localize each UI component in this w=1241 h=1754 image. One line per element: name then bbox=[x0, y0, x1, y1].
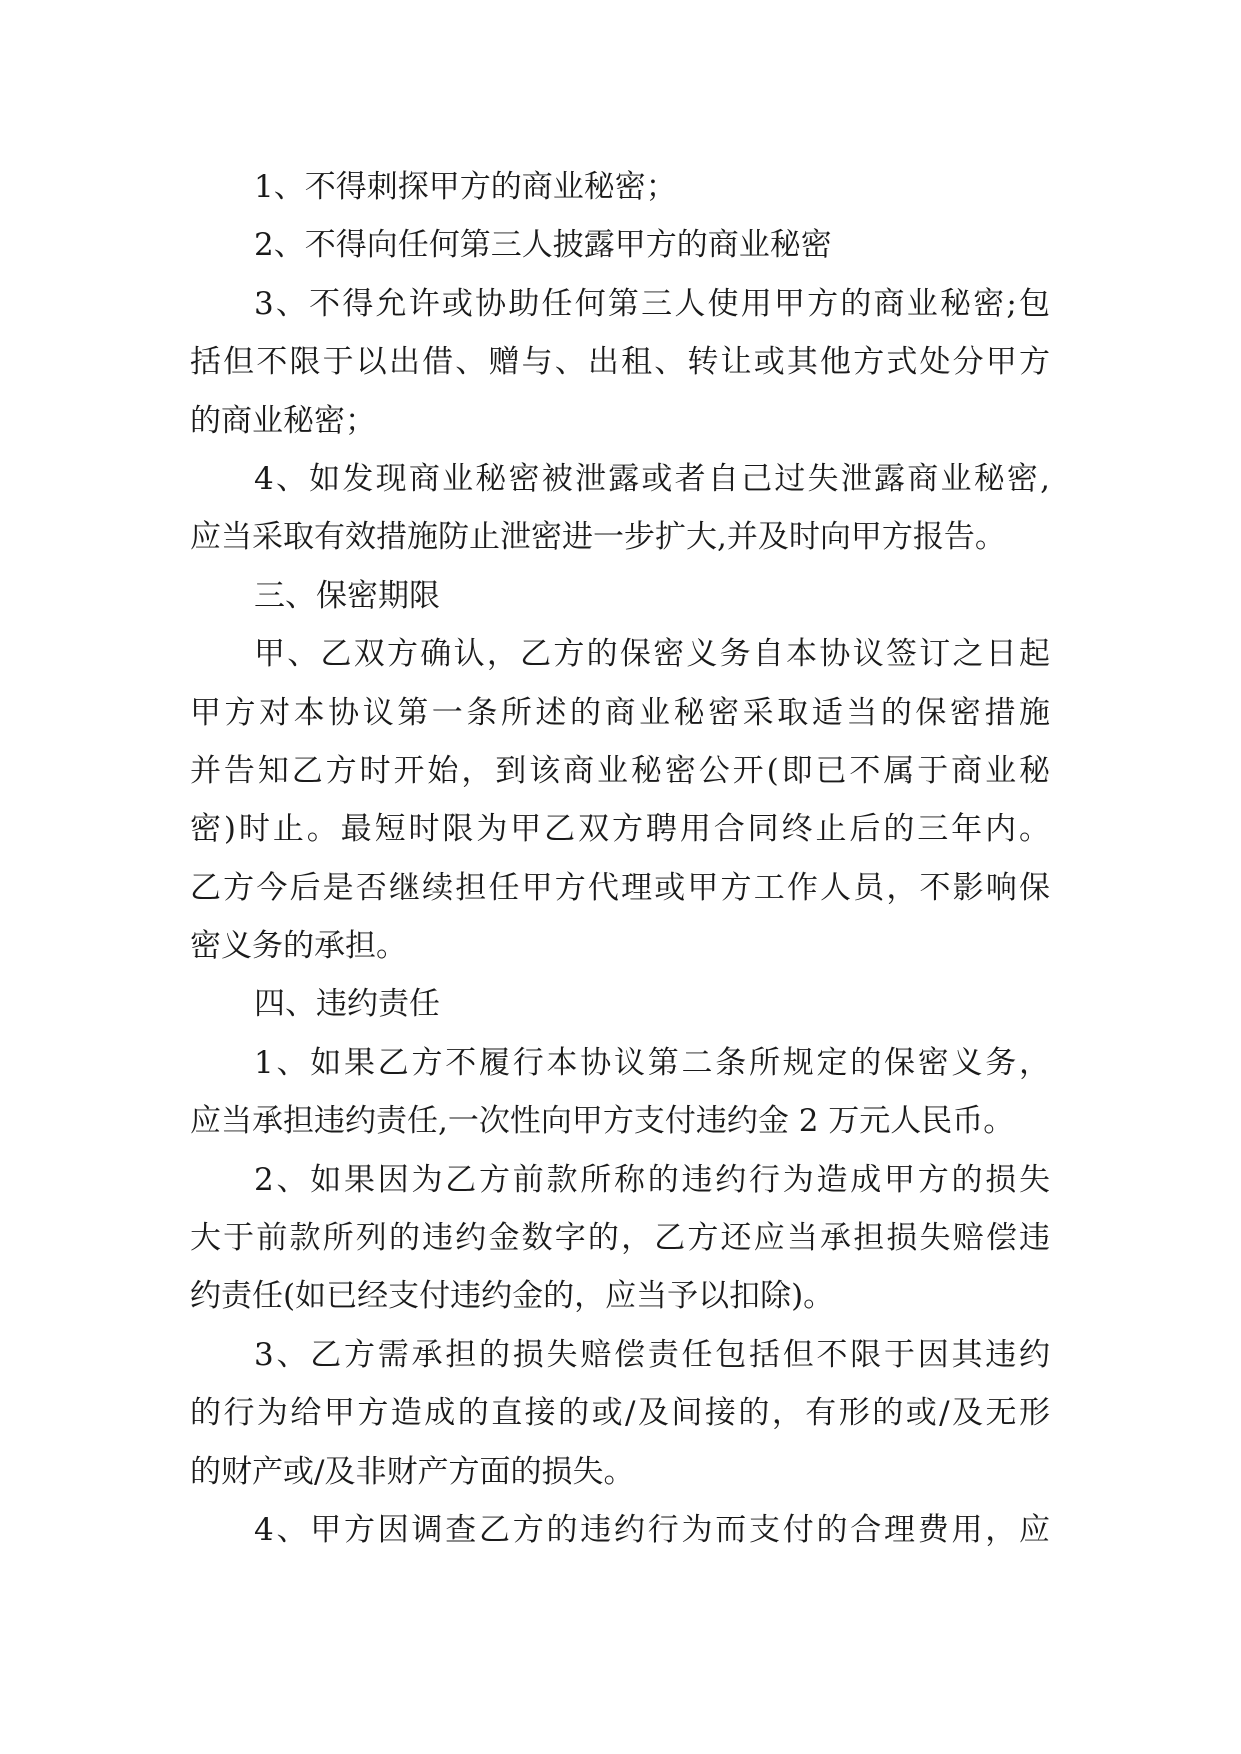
paragraph-line: 乙方今后是否继续担任甲方代理或甲方工作人员，不影响保 bbox=[190, 869, 1050, 906]
paragraph-line: 1、如果乙方不履行本协议第二条所规定的保密义务， bbox=[254, 1044, 1050, 1081]
paragraph-line: 甲、乙双方确认，乙方的保密义务自本协议签订之日起 bbox=[254, 636, 1050, 673]
paragraph-line: 的财产或/及非财产方面的损失。 bbox=[190, 1453, 635, 1490]
paragraph-line: 4、甲方因调查乙方的违约行为而支付的合理费用，应 bbox=[254, 1511, 1050, 1548]
paragraph-line: 括但不限于以出借、赠与、出租、转让或其他方式处分甲方 bbox=[190, 344, 1050, 381]
paragraph-line: 1、不得刺探甲方的商业秘密； bbox=[254, 169, 677, 205]
paragraph-line: 甲方对本协议第一条所述的商业秘密采取适当的保密措施 bbox=[190, 694, 1050, 731]
paragraph-line: 应当承担违约责任,一次性向甲方支付违约金 2 万元人民币。 bbox=[190, 1103, 1015, 1140]
paragraph-line: 2、如果因为乙方前款所称的违约行为造成甲方的损失 bbox=[254, 1161, 1050, 1198]
document-body bbox=[190, 158, 1050, 1559]
section-heading: 四、违约责任 bbox=[254, 986, 440, 1023]
paragraph-line: 约责任(如已经支付违约金的，应当予以扣除)。 bbox=[190, 1278, 835, 1315]
paragraph-line: 的行为给甲方造成的直接的或/及间接的，有形的或/及无形 bbox=[190, 1395, 1050, 1432]
paragraph-line: 2、不得向任何第三人披露甲方的商业秘密 bbox=[254, 227, 832, 264]
paragraph-line: 3、不得允许或协助任何第三人使用甲方的商业秘密;包 bbox=[254, 285, 1050, 322]
paragraph-line: 并告知乙方时开始，到该商业秘密公开(即已不属于商业秘 bbox=[190, 752, 1050, 789]
section-heading: 三、保密期限 bbox=[254, 577, 440, 614]
paragraph-line: 的商业秘密； bbox=[190, 402, 376, 439]
paragraph-line: 密义务的承担。 bbox=[190, 928, 407, 965]
paragraph-line: 密)时止。最短时限为甲乙双方聘用合同终止后的三年内。 bbox=[190, 811, 1050, 848]
paragraph-line: 大于前款所列的违约金数字的，乙方还应当承担损失赔偿违 bbox=[190, 1220, 1050, 1257]
paragraph-line: 4、如发现商业秘密被泄露或者自己过失泄露商业秘密, bbox=[254, 460, 1050, 497]
paragraph-line: 3、乙方需承担的损失赔偿责任包括但不限于因其违约 bbox=[254, 1336, 1050, 1373]
paragraph-line: 应当采取有效措施防止泄密进一步扩大,并及时向甲方报告。 bbox=[190, 519, 1006, 556]
